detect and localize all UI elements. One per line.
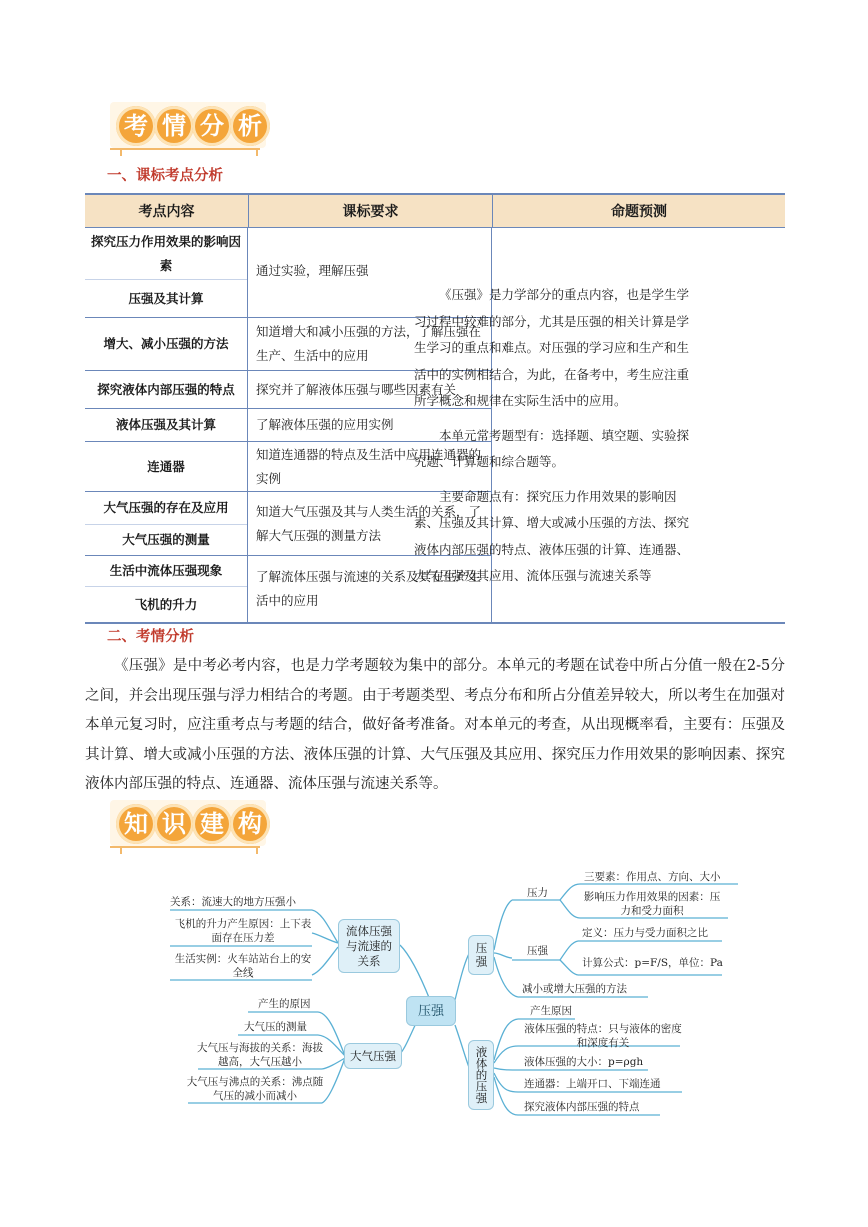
mindmap-leaf: 产生的原因 [258, 998, 311, 1010]
mindmap-leaf: 大气压与海拔的关系：海拔越高，大气压越小 [197, 1042, 323, 1068]
mindmap-leaf: 液体压强的特点：只与液体的密度和深度有关 [524, 1023, 682, 1049]
mindmap-leaf: 影响压力作用效果的因素：压力和受力面积 [583, 891, 721, 917]
banner-char: 考 [116, 106, 156, 146]
mindmap-leaf: 产生原因 [530, 1005, 572, 1017]
prediction-paragraph: 本单元常考题型有：选择题、填空题、实验探究题、计算题和综合题等。 [414, 427, 690, 469]
table-cell-requirement: 知道连通器的特点及生活中应用连通器的实例 [256, 446, 482, 486]
mindmap-leaf: 飞机的升力产生原因：上下表面存在压力差 [174, 918, 312, 944]
banner-char: 构 [230, 804, 270, 844]
table-cell-requirement: 知道大气压强及其与人类生活的关系，了解大气压强的测量方法 [256, 503, 482, 543]
mindmap-leaf: 生活实例：火车站站台上的安全线 [174, 953, 312, 979]
table-cell-point: 大气压强的存在及应用 [103, 500, 229, 515]
table-cell-point: 增大、减小压强的方法 [103, 336, 229, 351]
table-cell-point: 探究压力作用效果的影响因素 [91, 234, 242, 273]
mindmap-leaf: 大气压的测量 [244, 1021, 307, 1033]
mindmap-pressure-node: 压强 [468, 935, 494, 975]
table-cell-requirement: 了解液体压强的应用实例 [256, 417, 394, 432]
table-cell-point: 探究液体内部压强的特点 [97, 381, 235, 397]
section-title-2: 二、考情分析 [107, 629, 194, 645]
table-cell-point: 生活中流体压强现象 [109, 563, 223, 578]
table-cell-point: 大气压强的测量 [122, 532, 210, 547]
mindmap-leaf: 减小或增大压强的方法 [522, 983, 627, 995]
mindmap-leaf: 连通器：上端开口、下端连通 [524, 1078, 661, 1090]
mindmap-leaf: 关系：流速大的地方压强小 [170, 896, 296, 908]
banner-char: 知 [116, 804, 156, 844]
table-header: 考点内容 [85, 193, 248, 228]
table-cell-point: 飞机的升力 [134, 596, 198, 612]
banner-char: 建 [192, 804, 232, 844]
banner-char: 析 [230, 106, 270, 146]
mindmap-leaf: 三要素：作用点、方向、大小 [584, 871, 721, 883]
table-cell-point: 液体压强及其计算 [115, 417, 216, 432]
mindmap-leaf: 计算公式：p=F/S，单位：Pa [582, 957, 723, 969]
mindmap-leaf: 定义：压力与受力面积之比 [582, 927, 708, 939]
table-cell-requirement: 探究并了解液体压强与哪些因素有关 [256, 381, 457, 397]
mindmap-label-pressure: 压强 [527, 945, 548, 957]
table-cell-point: 连通器 [147, 458, 185, 474]
mindmap-label-force: 压力 [527, 887, 548, 899]
analysis-paragraph: 《压强》是中考必考内容，也是力学考题较为集中的部分。本单元的考题在试卷中所占分值一般在2-5分之间，并会出现压强与浮力相结合的考题。由于考题类型、考点分布和所占分值差异较大，所以考生在加强对本单元复习时，应注重考点与考题的结合，做好备考准备。对本单元的考查，从出现概率看，主要有：压强及其计算、增大或减小压强的方法、液体压强的计算、大气压强及其应用、探究压力作用效果的影响因素、探究液体内部压强的特点、连通器、流体压强与流速关系等。 [85, 658, 785, 792]
table-cell-point: 压强及其计算 [128, 290, 204, 306]
mindmap-center-node: 压强 [406, 996, 456, 1026]
banner-char: 情 [154, 106, 194, 146]
table-cell-requirement: 知道增大和减小压强的方法，了解压强在生产、生活中的应用 [256, 324, 482, 363]
banner-char: 识 [154, 804, 194, 844]
mindmap-fluid-node: 流体压强与流速的关系 [338, 919, 400, 973]
mindmap-liquid-node: 液体的压强 [468, 1040, 494, 1110]
prediction-paragraph: 《压强》是力学部分的重点内容，也是学生学习过程中较难的部分，尤其是压强的相关计算是学生学习的重点和难点。对压强的学习应和生产和生活中的实例相结合，为此，在备考中，考生应注重所学概念和规律在实际生活中的应用。 [414, 287, 690, 408]
section-title-1: 一、课标考点分析 [107, 168, 223, 184]
mindmap-leaf: 液体压强的大小：p=ρgh [524, 1056, 644, 1068]
mindmap-leaf: 大气压与沸点的关系：沸点随气压的减小而减小 [186, 1076, 324, 1102]
mindmap-atm-node: 大气压强 [344, 1043, 402, 1069]
table-cell-requirement: 通过实验，理解压强 [256, 263, 369, 278]
mindmap-leaf: 探究液体内部压强的特点 [524, 1101, 640, 1113]
prediction-paragraph: 主要命题点有：探究压力作用效果的影响因素、压强及其计算、增大或减小压强的方法、探究液体内部压强的特点、液体压强的计算、连通器、大气压强及其应用、流体压强与流速关系等 [414, 488, 690, 583]
banner-char: 分 [192, 106, 232, 146]
table-header: 课标要求 [248, 193, 492, 228]
table-cell-requirement: 了解流体压强与流速的关系及其在生产生活中的应用 [256, 569, 482, 608]
table-header: 命题预测 [492, 193, 785, 228]
